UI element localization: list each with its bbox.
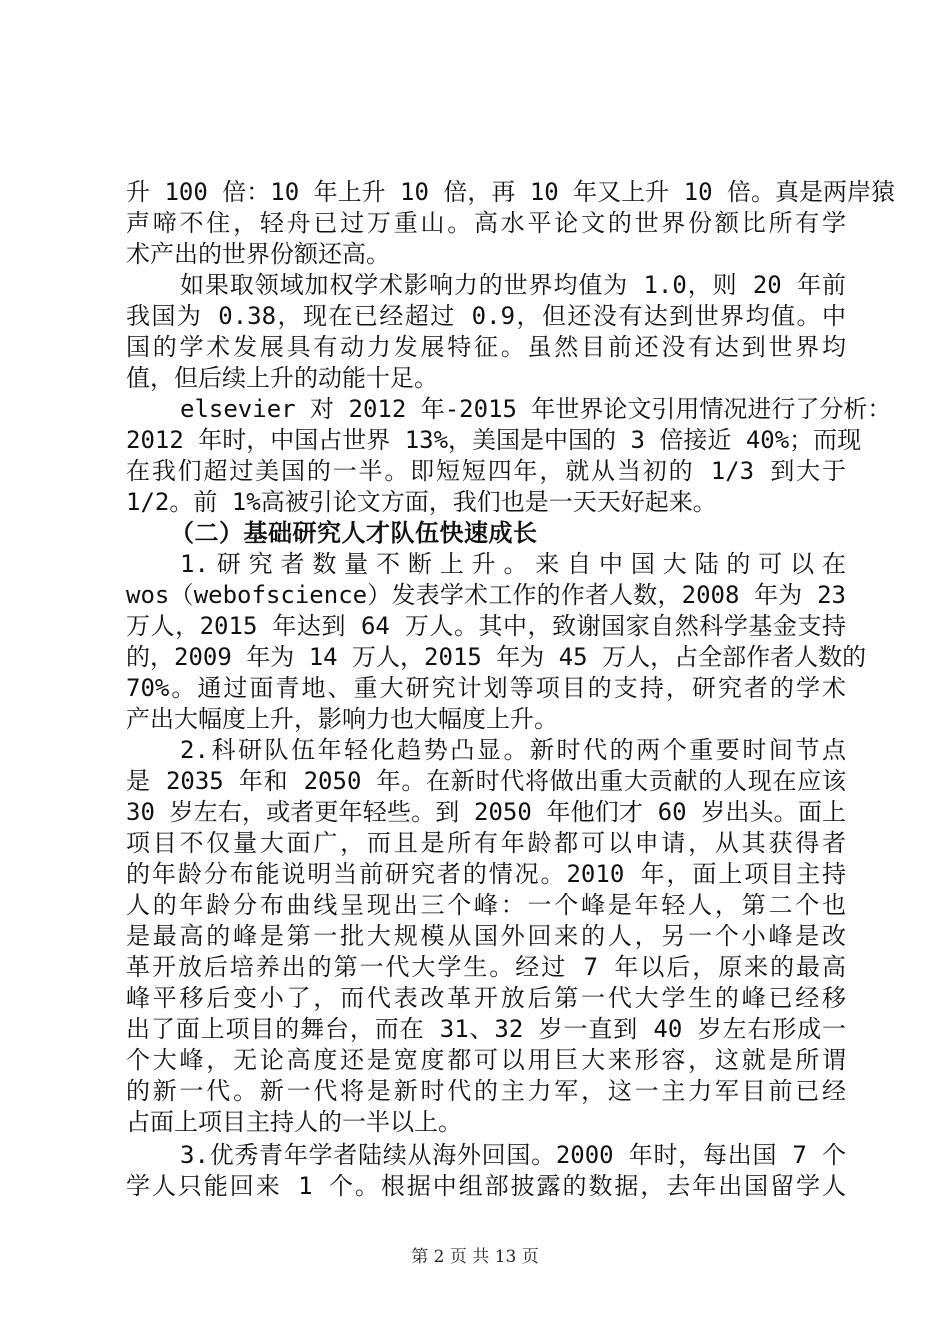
body-line: 我国为 0.38，现在已经超过 0.9，但还没有达到世界均值。中 — [126, 302, 846, 330]
body-line: 术产出的世界份额还高。 — [126, 240, 390, 268]
body-line: 1.研究者数量不断上升。来自中国大陆的可以在 — [180, 550, 846, 578]
body-line: 3.优秀青年学者陆续从海外回国。2000 年时，每出国 7 个 — [180, 1141, 846, 1169]
body-line: 是最高的峰是第一批大规模从国外回来的人，另一个小峰是改 — [126, 922, 846, 950]
body-line: 30 岁左右，或者更年轻些。到 2050 年他们才 60 岁出头。面上 — [126, 798, 846, 826]
body-line: 产出大幅度上升，影响力也大幅度上升。 — [126, 705, 558, 733]
body-line: 升 100 倍：10 年上升 10 倍，再 10 年又上升 10 倍。真是两岸猿 — [126, 178, 895, 206]
body-line: 占面上项目主持人的一半以上。 — [126, 1108, 462, 1136]
body-line: 万人，2015 年达到 64 万人。其中，致谢国家自然科学基金支持 — [126, 612, 846, 640]
body-line: 的，2009 年为 14 万人，2015 年为 45 万人，占全部作者人数的 — [126, 643, 867, 671]
body-line: 学人只能回来 1 个。根据中组部披露的数据，去年出国留学人 — [126, 1172, 846, 1200]
body-line: 革开放后培养出的第一代大学生。经过 7 年以后，原来的最高 — [126, 953, 846, 981]
body-line: 的年龄分布能说明当前研究者的情况。2010 年，面上项目主持 — [126, 860, 846, 888]
body-line: 2012 年时，中国占世界 13%，美国是中国的 3 倍接近 40%；而现 — [126, 426, 862, 454]
body-line: 在我们超过美国的一半。即短短四年，就从当初的 1/3 到大于 — [126, 457, 846, 485]
body-line: 的新一代。新一代将是新时代的主力军，这一主力军目前已经 — [126, 1077, 846, 1105]
body-line: 值，但后续上升的动能十足。 — [126, 364, 438, 392]
section-heading: （二）基础研究人才队伍快速成长 — [170, 519, 538, 547]
body-line: 国的学术发展具有动力发展特征。虽然目前还没有达到世界均 — [126, 333, 846, 361]
page-footer: 第 2 页 共 13 页 — [411, 1247, 539, 1267]
body-line: 1/2。前 1%高被引论文方面，我们也是一天天好起来。 — [126, 488, 717, 516]
body-line: 2.科研队伍年轻化趋势凸显。新时代的两个重要时间节点 — [180, 736, 846, 764]
body-line: 70%。通过面青地、重大研究计划等项目的支持，研究者的学术 — [126, 674, 846, 702]
body-line: 出了面上项目的舞台，而在 31、32 岁一直到 40 岁左右形成一 — [126, 1015, 846, 1043]
body-line: 人的年龄分布曲线呈现出三个峰：一个峰是年轻人，第二个也 — [126, 891, 846, 919]
body-line: 峰平移后变小了，而代表改革开放后第一代大学生的峰已经移 — [126, 984, 846, 1012]
body-line: wos（webofscience）发表学术工作的作者人数，2008 年为 23 — [126, 581, 846, 609]
body-line: 如果取领域加权学术影响力的世界均值为 1.0，则 20 年前 — [180, 271, 846, 299]
body-line: 是 2035 年和 2050 年。在新时代将做出重大贡献的人现在应该 — [126, 767, 846, 795]
body-line: elsevier 对 2012 年-2015 年世界论文引用情况进行了分析： — [180, 395, 892, 423]
body-line: 个大峰，无论高度还是宽度都可以用巨大来形容，这就是所谓 — [126, 1046, 846, 1074]
body-line: 项目不仅量大面广，而且是所有年龄都可以申请，从其获得者 — [126, 829, 846, 857]
body-line: 声啼不住，轻舟已过万重山。高水平论文的世界份额比所有学 — [126, 209, 846, 237]
